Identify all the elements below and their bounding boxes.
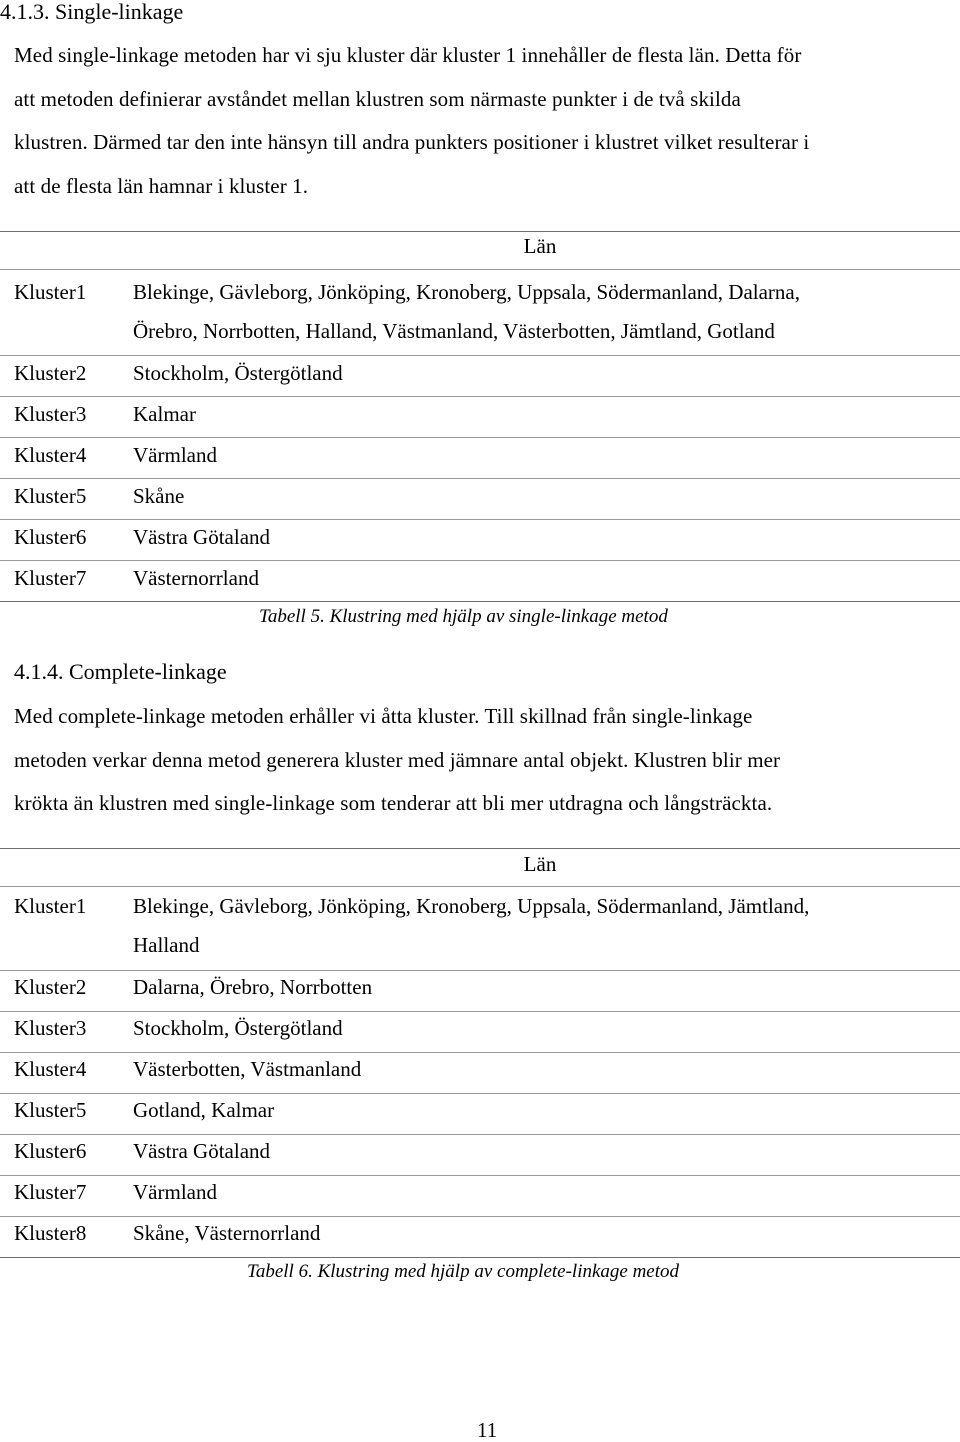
table-rule	[0, 886, 960, 887]
row-value: Stockholm, Östergötland	[133, 361, 343, 385]
row-value: Skåne	[133, 484, 185, 508]
row-value: Värmland	[133, 1180, 217, 1204]
row-value: Västernorrland	[133, 566, 259, 590]
row-label: Kluster5	[14, 1098, 87, 1122]
row-value: Blekinge, Gävleborg, Jönköping, Kronoberg, Uppsala, Södermanland, Dalarna,	[133, 280, 800, 304]
row-value: Västerbotten, Västmanland	[133, 1057, 362, 1081]
row-label: Kluster5	[14, 484, 87, 508]
row-label: Kluster1	[14, 894, 87, 918]
paragraph-line: att metoden definierar avståndet mellan klustren som närmaste punkter i de två skilda	[14, 87, 741, 111]
row-label: Kluster3	[14, 1016, 87, 1040]
table-rule	[0, 437, 960, 438]
paragraph-line: metoden verkar denna metod generera kluster med jämnare antal objekt. Klustren blir mer	[14, 748, 781, 772]
paragraph-line: Med single-linkage metoden har vi sju kluster där kluster 1 innehåller de flesta län. Detta för	[14, 43, 802, 67]
row-label: Kluster3	[14, 402, 87, 426]
column-header-lan: Län	[523, 852, 557, 876]
table-rule	[0, 601, 960, 602]
row-label: Kluster7	[14, 566, 87, 590]
row-value: Skåne, Västernorrland	[133, 1221, 321, 1245]
row-label: Kluster2	[14, 975, 87, 999]
row-value: Örebro, Norrbotten, Halland, Västmanland, Västerbotten, Jämtland, Gotland	[133, 319, 775, 343]
row-value: Blekinge, Gävleborg, Jönköping, Kronoberg, Uppsala, Södermanland, Jämtland,	[133, 894, 810, 918]
table-rule	[0, 1175, 960, 1176]
table-rule	[0, 355, 960, 356]
row-value: Västra Götaland	[133, 525, 271, 549]
row-label: Kluster4	[14, 1057, 87, 1081]
table-rule	[0, 1257, 960, 1258]
page-number: 11	[477, 1418, 498, 1442]
table-rule	[0, 1093, 960, 1094]
table-rule	[0, 269, 960, 270]
table-rule	[0, 1011, 960, 1012]
column-header-lan: Län	[523, 234, 557, 258]
paragraph-line: att de flesta län hamnar i kluster 1.	[14, 174, 309, 198]
row-label: Kluster6	[14, 525, 87, 549]
table-rule	[0, 1052, 960, 1053]
row-value: Kalmar	[133, 402, 196, 426]
row-value: Gotland, Kalmar	[133, 1098, 275, 1122]
table-rule	[0, 970, 960, 971]
section-heading-single-linkage: 4.1.3. Single-linkage	[0, 0, 184, 24]
row-label: Kluster6	[14, 1139, 87, 1163]
table-rule	[0, 478, 960, 479]
table-rule	[0, 396, 960, 397]
section-heading-complete-linkage: 4.1.4. Complete-linkage	[14, 659, 227, 684]
table-rule	[0, 519, 960, 520]
row-label: Kluster8	[14, 1221, 87, 1245]
paragraph-line: krökta än klustren med single-linkage som tenderar att bli mer utdragna och långsträckta.	[14, 791, 773, 815]
row-value: Värmland	[133, 443, 217, 467]
row-label: Kluster1	[14, 280, 87, 304]
table-rule	[0, 231, 960, 232]
row-value: Västra Götaland	[133, 1139, 271, 1163]
table-rule	[0, 1216, 960, 1217]
row-value: Halland	[133, 933, 200, 957]
table-rule	[0, 848, 960, 849]
table-caption: Tabell 5. Klustring med hjälp av single-linkage metod	[259, 606, 668, 627]
table-caption: Tabell 6. Klustring med hjälp av complete-linkage metod	[247, 1261, 680, 1282]
table-rule	[0, 1134, 960, 1135]
paragraph-line: Med complete-linkage metoden erhåller vi åtta kluster. Till skillnad från single-linkage	[14, 704, 753, 728]
row-value: Stockholm, Östergötland	[133, 1016, 343, 1040]
table-rule	[0, 560, 960, 561]
row-label: Kluster4	[14, 443, 87, 467]
row-label: Kluster2	[14, 361, 87, 385]
row-value: Dalarna, Örebro, Norrbotten	[133, 975, 373, 999]
paragraph-line: klustren. Därmed tar den inte hänsyn till andra punkters positioner i klustret vilket resulterar i	[14, 130, 810, 154]
row-label: Kluster7	[14, 1180, 87, 1204]
